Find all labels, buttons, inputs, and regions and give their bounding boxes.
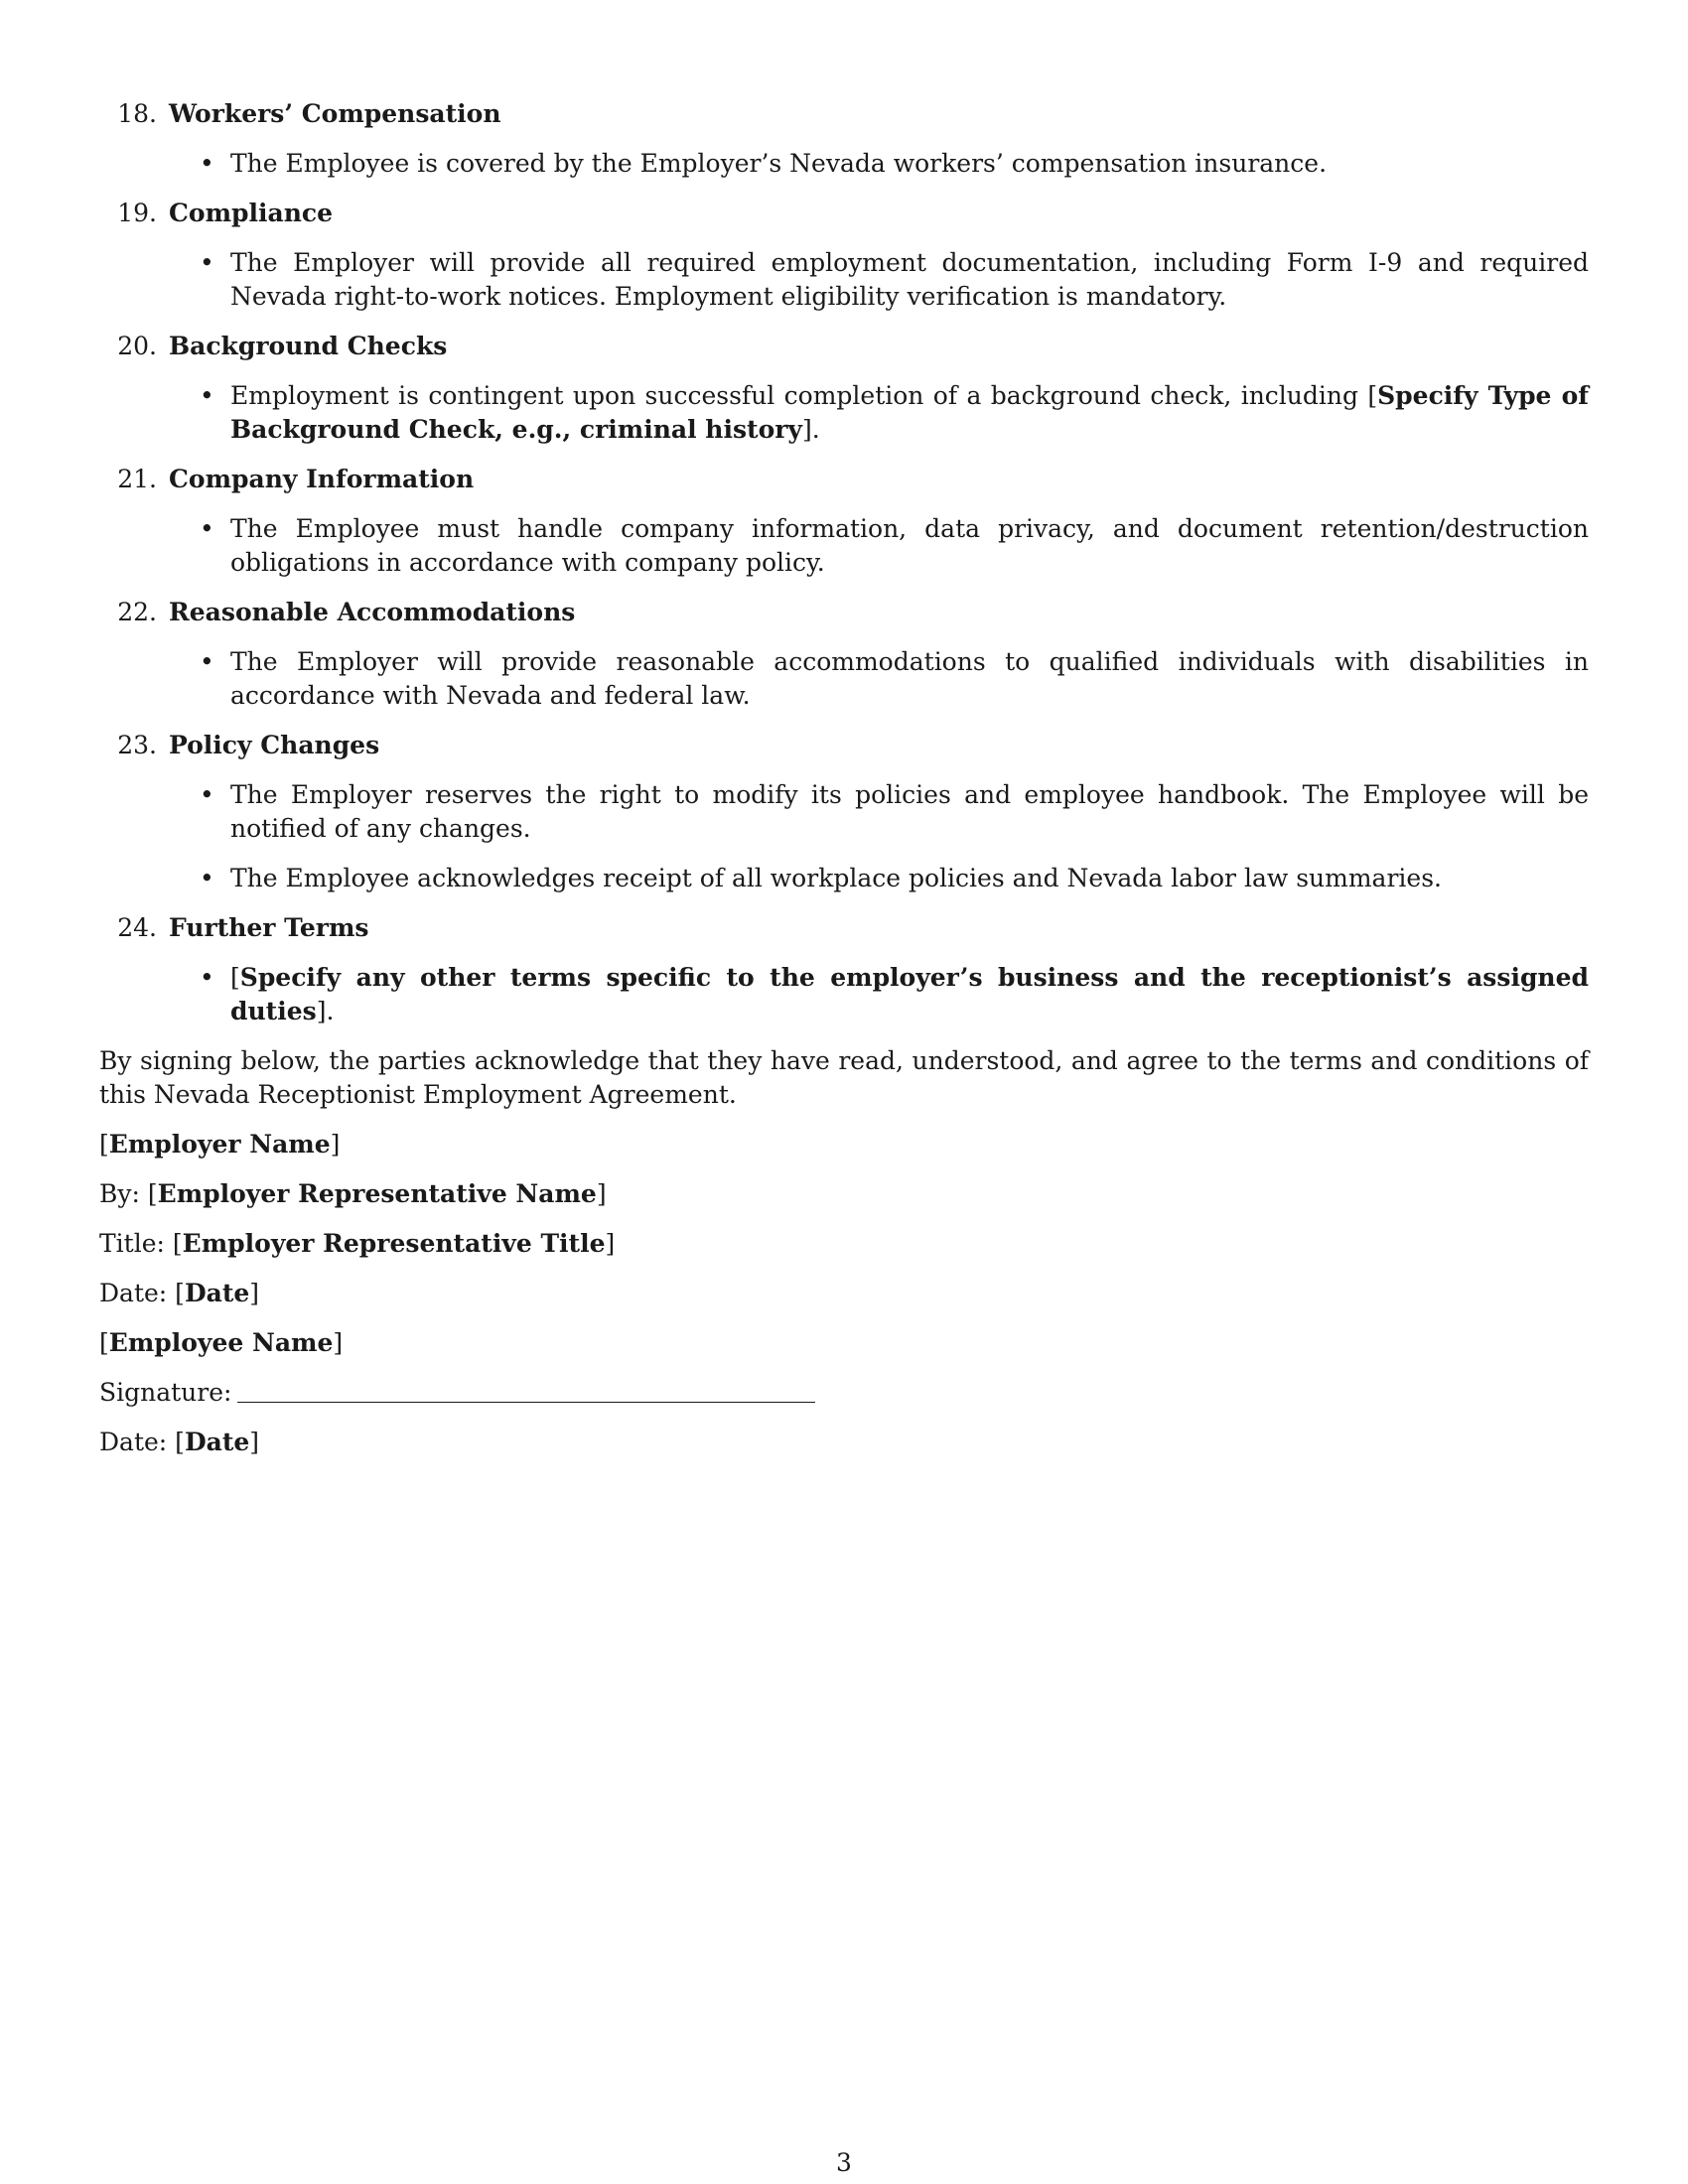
bullet-item: • The Employee must handle company information, data privacy, and document retention/destruction obligations in accordance with company policy.: [99, 512, 1589, 580]
section-number: 21.: [117, 465, 157, 493]
section-number: 24.: [117, 913, 157, 942]
placeholder-field: Specify any other terms specific to the employer’s business and the receptionist’s assigned duties: [230, 963, 1589, 1025]
by-line: [99, 1177, 1589, 1211]
section-heading: [99, 911, 1589, 945]
bracket: [: [99, 1328, 109, 1357]
bullet-item: [99, 961, 1589, 1028]
section-title: Company Information: [169, 465, 475, 493]
closing-paragraph: By signing below, the parties acknowledge that they have read, understood, and agree to the terms and conditions of this Nevada Receptionist Employment Agreement.: [99, 1046, 1589, 1109]
bullet-list: [99, 645, 1589, 713]
employer-name-placeholder: Employer Name: [108, 1130, 331, 1159]
section-heading: [99, 330, 1589, 363]
section-number: 23.: [117, 731, 157, 759]
bullet-list: [99, 246, 1589, 314]
employee-date-line: [99, 1426, 1589, 1459]
employer-date-line: [99, 1277, 1589, 1310]
date-placeholder: Date: [184, 1279, 250, 1307]
signature-label: Signature:: [99, 1378, 232, 1407]
page-number: 3: [836, 2148, 852, 2177]
bullet-item: • The Employee acknowledges receipt of all workplace policies and Nevada labor law summaries.: [99, 862, 1589, 895]
section-company-information: [99, 463, 1589, 580]
section-heading: [99, 463, 1589, 496]
section-number: 22.: [117, 598, 157, 626]
bullet-list: [99, 147, 1589, 181]
placeholder-field: Specify Type of Background Check, e.g., criminal history: [230, 381, 1590, 444]
section-reasonable-accommodations: [99, 596, 1589, 713]
employer-name-line: [99, 1128, 1589, 1161]
employee-name-line: [99, 1326, 1589, 1360]
bullet-text-end: ].: [801, 415, 820, 444]
by-label: By:: [99, 1179, 140, 1208]
bracket: ]: [330, 1130, 341, 1159]
bracket: ]: [596, 1179, 607, 1208]
employee-name-placeholder: Employee Name: [108, 1328, 334, 1357]
bracket: [: [175, 1279, 185, 1307]
section-background-checks: [99, 330, 1589, 447]
bullet-text-end: ].: [316, 997, 335, 1025]
bracket: [: [172, 1229, 183, 1258]
bullet-text: Employment is contingent upon successful completion of a background check, including [: [230, 381, 1378, 410]
section-compliance: [99, 197, 1589, 314]
section-workers-compensation: [99, 97, 1589, 181]
section-number: 20.: [117, 332, 157, 360]
bracket: ]: [333, 1328, 344, 1357]
section-title: Background Checks: [169, 332, 448, 360]
rep-title-placeholder: Employer Representative Title: [182, 1229, 606, 1258]
bullet-list: [99, 512, 1589, 580]
bullet-item: • The Employer will provide all required employment documentation, including Form I-9 and required Nevada right-to-work notices. Employment eligibility verification is mandatory.: [99, 246, 1589, 314]
section-heading: [99, 596, 1589, 629]
document-page: [99, 97, 1589, 1475]
bullet-item: • The Employee is covered by the Employer’s Nevada workers’ compensation insurance.: [99, 147, 1589, 181]
section-number: 18.: [117, 99, 157, 128]
date-label: Date:: [99, 1279, 168, 1307]
bullet-list: [99, 379, 1589, 447]
section-policy-changes: [99, 729, 1589, 895]
section-title: Further Terms: [169, 913, 369, 942]
bullet-item: [99, 379, 1589, 447]
bracket: [: [147, 1179, 158, 1208]
bracket: [: [99, 1130, 109, 1159]
rep-name-placeholder: Employer Representative Name: [157, 1179, 597, 1208]
bullet-text: [: [230, 963, 240, 992]
bracket: ]: [249, 1428, 260, 1456]
section-heading: [99, 97, 1589, 131]
section-heading: [99, 729, 1589, 762]
date-placeholder: Date: [184, 1428, 250, 1456]
signature-blank[interactable]: [237, 1376, 815, 1403]
bracket: ]: [605, 1229, 616, 1258]
bullet-item: • The Employer reserves the right to modify its policies and employee handbook. The Employee will be notified of any changes.: [99, 778, 1589, 846]
bullet-item: • The Employer will provide reasonable accommodations to qualified individuals with disabilities in accordance with Nevada and federal law.: [99, 645, 1589, 713]
signature-line: [99, 1376, 1589, 1410]
section-number: 19.: [117, 199, 157, 227]
date-label: Date:: [99, 1428, 168, 1456]
section-heading: [99, 197, 1589, 230]
bullet-list: [99, 778, 1589, 895]
title-line: [99, 1227, 1589, 1261]
bullet-list: [99, 961, 1589, 1028]
section-title: Policy Changes: [169, 731, 380, 759]
section-further-terms: [99, 911, 1589, 1028]
bracket: [: [175, 1428, 185, 1456]
section-title: Reasonable Accommodations: [169, 598, 576, 626]
bracket: ]: [249, 1279, 260, 1307]
title-label: Title:: [99, 1229, 165, 1258]
section-title: Workers’ Compensation: [169, 99, 501, 128]
section-title: Compliance: [169, 199, 334, 227]
